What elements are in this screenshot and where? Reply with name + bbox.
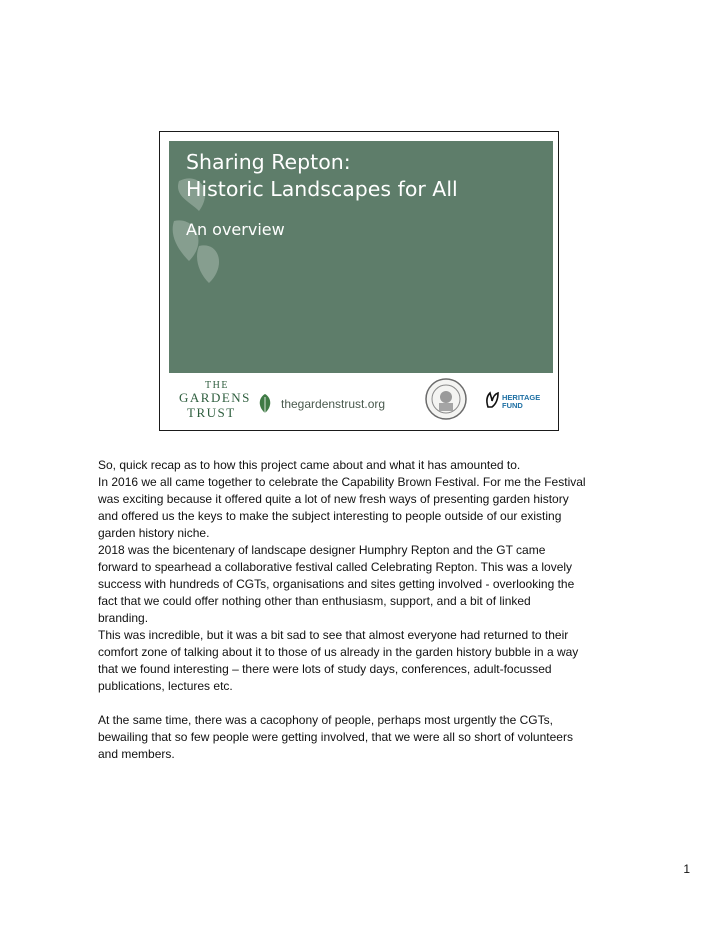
leaf-icon — [257, 393, 273, 415]
notes-line: 2018 was the bicentenary of landscape designer Humphry Repton and the GT came — [98, 543, 546, 557]
notes-line: was exciting because it offered quite a lot of new fresh ways of presenting garden history — [98, 492, 569, 506]
notes-line: So, quick recap as to how this project came about and what it has amounted to. — [98, 458, 521, 472]
notes-line: comfort zone of talking about it to those of us already in the garden history bubble in a way — [98, 645, 579, 659]
seal-icon — [424, 377, 468, 421]
speaker-notes — [98, 457, 638, 763]
notes-line: forward to spearhead a collaborative festival called Celebrating Repton. This was a lovely — [98, 560, 573, 574]
notes-line: success with hundreds of CGTs, organisations and sites getting involved - overlooking the — [98, 577, 575, 591]
lottery-crossed-fingers-icon — [484, 391, 500, 409]
slide-title-panel — [169, 141, 553, 373]
logo-bar — [160, 373, 558, 431]
notes-line: branding. — [98, 611, 149, 625]
notes-blank-line — [98, 695, 638, 712]
notes-line: publications, lectures etc. — [98, 679, 233, 693]
page-number: 1 — [683, 862, 690, 876]
notes-line: garden history niche. — [98, 526, 210, 540]
notes-line: bewailing that so few people were getting involved, that we were all so short of volunteers — [98, 730, 573, 744]
notes-line: This was incredible, but it was a bit sad to see that almost everyone had returned to their — [98, 628, 569, 642]
slide-thumbnail — [159, 131, 559, 431]
notes-line: At the same time, there was a cacophony of people, perhaps most urgently the CGTs, — [98, 713, 553, 727]
notes-line: In 2016 we all came together to celebrate the Capability Brown Festival. For me the Festival — [98, 475, 586, 489]
notes-line: and offered us the keys to make the subject interesting to people outside of our existing — [98, 509, 562, 523]
website-url: thegardenstrust.org — [281, 397, 386, 411]
notes-line: that we found interesting – there were lots of study days, conferences, adult-focussed — [98, 662, 552, 676]
slide-title: Sharing Repton: Historic Landscapes for All — [186, 150, 458, 201]
slide-subtitle: An overview — [186, 220, 285, 239]
notes-line: fact that we could offer nothing other than enthusiasm, support, and a bit of linked — [98, 594, 531, 608]
notes-line: and members. — [98, 747, 175, 761]
heritage-fund-logo-text: HERITAGE FUND — [502, 393, 541, 410]
gardens-trust-logo: THE GARDENS TRUST — [179, 379, 271, 425]
